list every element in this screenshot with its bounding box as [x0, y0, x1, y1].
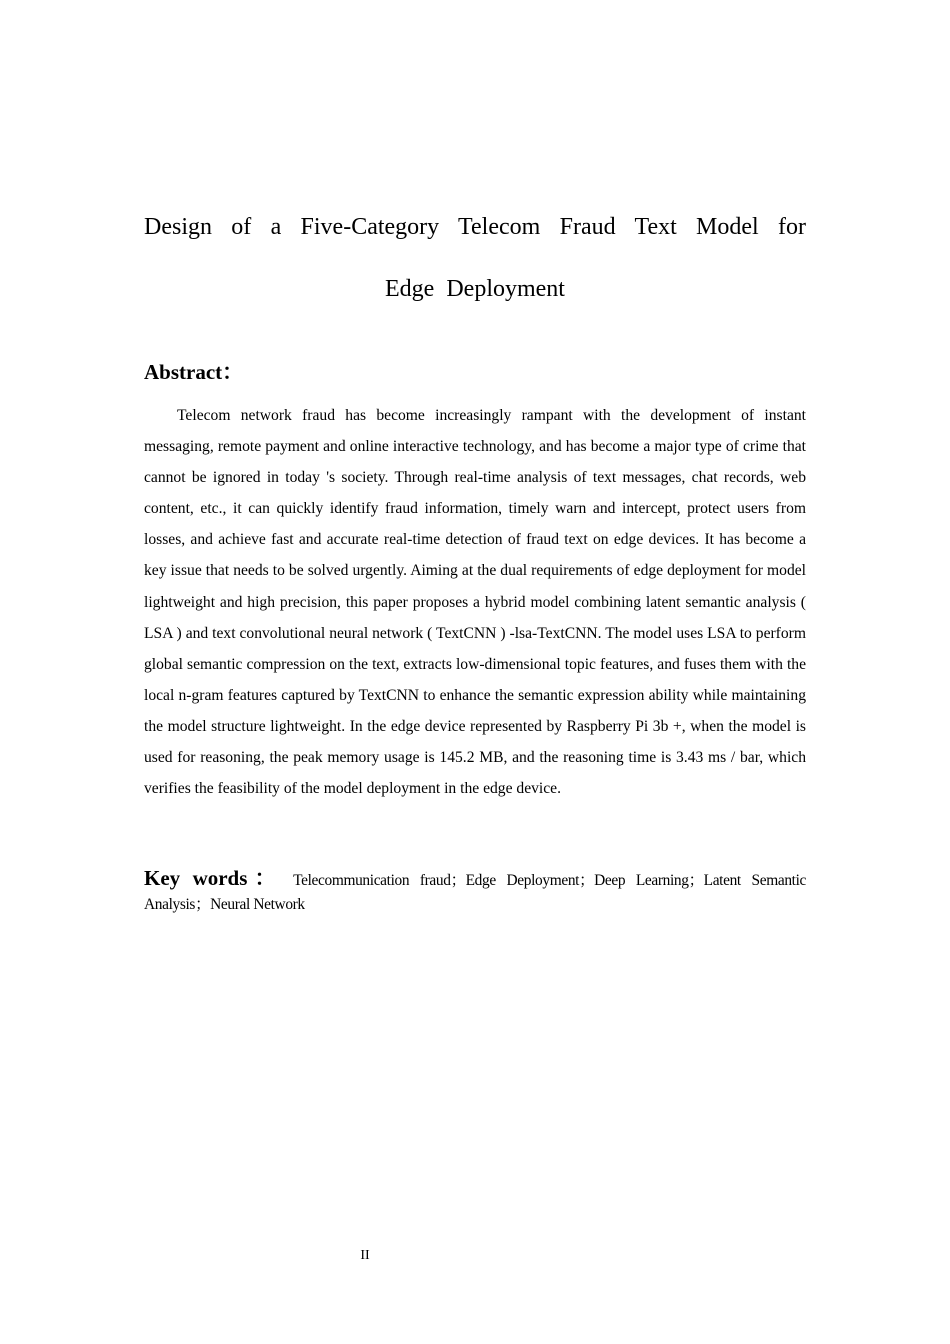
paper-title — [144, 196, 806, 320]
paper-title-line-2: Edge Deployment — [385, 276, 565, 302]
abstract-paragraph — [144, 400, 806, 804]
abstract-heading: Abstract： — [144, 360, 244, 384]
keywords-label: Key words： — [144, 866, 283, 890]
keywords-list: Telecommunication fraud；Edge Deployment；Deep Learning；Latent Semantic Analysis；Neural Network — [144, 872, 806, 913]
abstract-text: Telecom network fraud has become increasingly rampant with the development of instant messaging, remote payment and online interactive technology, and has become a major type of crime that cannot be ignored in today 's society. Through real-time analysis of text messages, chat records, web content, etc., it can quickly identify fraud information, timely warn and intercept, protect users from losses, and achieve fast and accurate real-time detection of fraud text on edge devices. It has become a key issue that needs to be solved urgently. Aiming at the dual requirements of edge deployment for model lightweight and high precision, this paper proposes a hybrid model combining latent semantic analysis ( LSA ) and text convolutional neural network ( TextCNN ) -lsa-TextCNN. The model uses LSA to perform global semantic compression on the text, extracts low-dimensional topic features, and fuses them with the local n-gram features captured by TextCNN to enhance the semantic expression ability while maintaining the model structure lightweight. In the edge device represented by Raspberry Pi 3b +, when the model is used for reasoning, the peak memory usage is 145.2 MB, and the reasoning time is 3.43 ms / bar, which verifies the feasibility of the model deployment in the edge device. — [144, 407, 806, 798]
page-number: II — [360, 1248, 370, 1263]
paper-title-line-1: Design of a Five-Category Telecom Fraud Text Model for — [144, 214, 806, 240]
keywords-section — [144, 866, 806, 917]
